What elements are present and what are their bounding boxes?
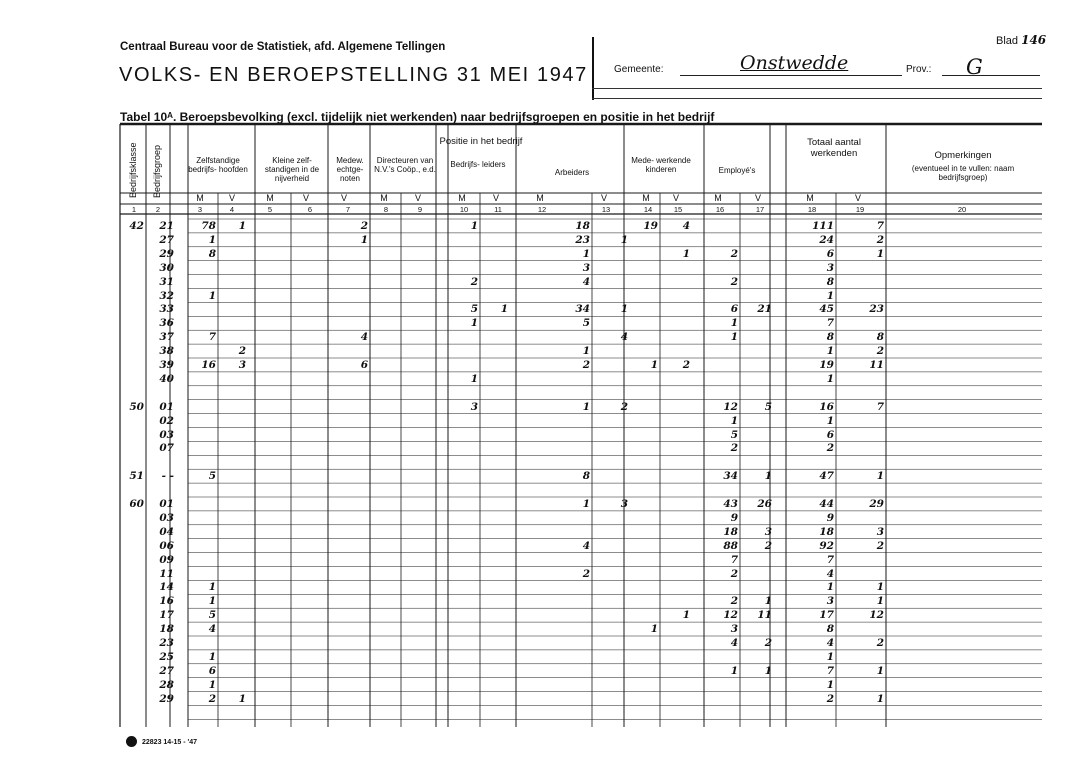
column-number: 17 (755, 205, 765, 214)
column-number: 3 (197, 205, 203, 214)
cell-value: 5 (730, 428, 738, 441)
cell-value: 1 (238, 220, 246, 232)
column-number: 7 (345, 205, 351, 214)
bedrijfsgroep-code: 30 (159, 261, 174, 274)
cell-value: 4 (730, 637, 738, 649)
cell-value: 7 (826, 664, 834, 677)
cell-value: 1 (650, 623, 658, 636)
bedrijfsgroep-code: 04 (159, 525, 174, 538)
footer-mark-icon (126, 736, 137, 747)
blad-value: 146 (1021, 33, 1047, 47)
cell-value: 18 (575, 220, 590, 232)
cell-value: 1 (682, 247, 690, 260)
cell-value: 26 (757, 498, 772, 510)
cell-value: 2 (620, 400, 628, 413)
bedrijfsgroep-code: 32 (159, 289, 174, 302)
cell-value: 18 (819, 525, 834, 538)
cell-value: 6 (730, 303, 738, 316)
cell-value: 2 (764, 637, 772, 649)
cell-value: 1 (876, 247, 884, 260)
header-v: V (492, 193, 499, 203)
header-m: M (642, 193, 650, 203)
column-number: 9 (417, 205, 423, 214)
cell-value: 7 (826, 317, 834, 330)
bedrijfsgroep-code: 03 (159, 428, 174, 441)
header-v: V (414, 193, 421, 203)
cell-value: 2 (826, 442, 834, 455)
cell-value: 1 (682, 609, 690, 622)
cell-value: 1 (208, 678, 216, 691)
header-m: M (196, 193, 204, 203)
cell-value: 7 (730, 553, 738, 566)
cell-value: 24 (819, 233, 834, 246)
header-v: V (340, 193, 347, 203)
cell-value: 1 (826, 650, 834, 663)
blad-label: Blad (996, 35, 1019, 47)
header-arbeiders: Arbeiders (554, 168, 590, 177)
cell-value: 1 (876, 581, 884, 594)
cell-value: 2 (582, 567, 590, 580)
cell-value: 5 (470, 303, 478, 316)
column-number: 1 (131, 205, 137, 214)
cell-value: 78 (201, 220, 216, 232)
cell-value: 1 (208, 595, 216, 608)
form-title: VOLKS- EN BEROEPSTELLING 31 MEI 1947 (119, 64, 588, 86)
cell-value: 21 (757, 303, 772, 316)
cell-value: 4 (208, 623, 216, 636)
bedrijfsgroep-code: 40 (159, 372, 174, 385)
bedrijfsklasse-code: 42 (129, 220, 144, 232)
bedrijfsklasse-code: 51 (129, 470, 144, 483)
cell-value: 1 (470, 317, 478, 330)
header-m: M (266, 193, 274, 203)
cell-value: 4 (582, 539, 590, 552)
cell-value: 1 (826, 372, 834, 385)
bedrijfsgroep-code: 14 (159, 581, 174, 594)
cell-value: 7 (876, 220, 884, 232)
cell-value: 2 (826, 692, 834, 705)
cell-value: 1 (470, 372, 478, 385)
cell-value: 2 (208, 692, 216, 705)
bedrijfsgroep-code: 02 (159, 414, 174, 427)
prov-value: G (966, 55, 983, 79)
cell-value: 47 (819, 470, 834, 483)
bedrijfsgroep-code: 37 (159, 331, 174, 344)
header-m: M (714, 193, 722, 203)
bedrijfsgroep-code: 25 (159, 650, 174, 663)
cell-value: 23 (869, 303, 884, 316)
cell-value: 1 (208, 650, 216, 663)
cell-value: 16 (819, 400, 834, 413)
column-number: 13 (601, 205, 611, 214)
header-m: M (536, 193, 544, 203)
bedrijfsgroep-code: 01 (159, 400, 174, 413)
cell-value: 1 (620, 233, 628, 246)
cell-value: 2 (238, 345, 246, 358)
gemeente-value: Onstwedde (740, 52, 849, 74)
cell-value: 3 (582, 261, 590, 274)
column-number: 20 (957, 205, 967, 214)
header-medewerkende: Mede- werkende kinderen (631, 156, 691, 174)
cell-value: 1 (764, 470, 772, 483)
cell-value: 1 (826, 414, 834, 427)
bedrijfsgroep-code: 27 (159, 233, 174, 246)
footer-print-code: 22823 14-15 - '47 (142, 739, 197, 746)
column-number: 19 (855, 205, 865, 214)
cell-value: 4 (360, 331, 368, 344)
bedrijfsklasse-code: 50 (129, 400, 144, 413)
bedrijfsklasse-code: 60 (129, 498, 144, 510)
cell-value: 19 (819, 359, 834, 371)
cell-value: 1 (826, 289, 834, 302)
cell-value: 2 (730, 247, 738, 260)
bureau-line: Centraal Bureau voor de Statistiek, afd. Algemene Tellingen (120, 41, 446, 53)
bedrijfsgroep-code: 06 (159, 539, 174, 552)
cell-value: 9 (826, 511, 834, 524)
cell-value: 1 (764, 664, 772, 677)
header-bedrijfsleiders: Bedrijfs- leiders (450, 160, 506, 169)
header-v: V (600, 193, 607, 203)
cell-value: 7 (826, 553, 834, 566)
cell-value: 6 (826, 247, 834, 260)
cell-value: 34 (575, 303, 590, 316)
cell-value: 1 (238, 692, 246, 705)
bedrijfsgroep-code: 23 (159, 637, 174, 649)
cell-value: 2 (682, 359, 690, 371)
cell-value: 45 (819, 303, 834, 316)
cell-value: 4 (826, 567, 834, 580)
header-positie: Positie in het bedrijf (439, 136, 523, 147)
cell-value: 1 (582, 498, 590, 510)
cell-value: 18 (723, 525, 738, 538)
header-totaal: Totaal aantal werkenden (807, 137, 861, 159)
cell-value: 4 (682, 220, 690, 232)
cell-value: 1 (208, 233, 216, 246)
cell-value: 23 (575, 233, 590, 246)
cell-value: 1 (730, 664, 738, 677)
header-v: V (672, 193, 679, 203)
header-v: V (754, 193, 761, 203)
cell-value: 1 (620, 303, 628, 316)
cell-value: 2 (876, 637, 884, 649)
bedrijfsgroep-code: 03 (159, 511, 174, 524)
cell-value: 2 (730, 442, 738, 455)
cell-value: 2 (876, 233, 884, 246)
cell-value: 2 (360, 220, 368, 232)
header-v: V (228, 193, 235, 203)
cell-value: 7 (876, 400, 884, 413)
cell-value: 8 (826, 623, 834, 636)
cell-value: 6 (360, 359, 368, 371)
cell-value: 5 (764, 400, 772, 413)
table-title: Tabel 10ᴬ. Beroepsbevolking (excl. tijdelijk niet werkenden) naar bedrijfsgroepen en positie in het bedrijf (120, 110, 715, 124)
cell-value: 2 (730, 595, 738, 608)
cell-value: 92 (819, 539, 834, 552)
cell-value: 2 (764, 539, 772, 552)
cell-value: 34 (723, 470, 738, 483)
header-directeuren: Directeuren van N.V.'s Coöp., e.d. (374, 156, 436, 174)
cell-value: 6 (826, 428, 834, 441)
bedrijfsgroep-code: - - (161, 470, 174, 483)
prov-label: Prov.: (906, 64, 932, 75)
column-number: 11 (494, 205, 502, 214)
cell-value: 43 (723, 498, 738, 510)
cell-value: 4 (582, 275, 590, 288)
column-number: 12 (537, 205, 547, 214)
header-bedrijfsklasse: Bedrijfsklasse (128, 142, 138, 198)
cell-value: 1 (730, 414, 738, 427)
cell-value: 1 (730, 317, 738, 330)
bedrijfsgroep-code: 29 (159, 692, 174, 705)
header-v: V (854, 193, 861, 203)
cell-value: 1 (876, 595, 884, 608)
cell-value: 1 (500, 303, 508, 316)
cell-value: 111 (812, 220, 834, 232)
cell-value: 12 (723, 609, 738, 622)
bedrijfsgroep-code: 11 (159, 567, 174, 580)
header-medew: Medew. echtge- noten (336, 156, 364, 183)
column-number: 2 (155, 205, 161, 214)
cell-value: 5 (208, 609, 216, 622)
header-kleine: Kleine zelf- standigen in de nijverheid (264, 156, 320, 183)
cell-value: 4 (620, 331, 628, 344)
cell-value: 2 (876, 345, 884, 358)
cell-value: 1 (582, 247, 590, 260)
cell-value: 8 (876, 331, 884, 344)
cell-value: 5 (208, 470, 216, 483)
cell-value: 2 (730, 275, 738, 288)
cell-value: 1 (360, 233, 368, 246)
cell-value: 8 (826, 275, 834, 288)
bedrijfsgroep-code: 21 (159, 220, 174, 232)
bedrijfsgroep-code: 16 (159, 595, 174, 608)
column-number: 14 (643, 205, 653, 214)
cell-value: 9 (730, 511, 738, 524)
cell-value: 1 (470, 220, 478, 232)
cell-value: 2 (876, 539, 884, 552)
cell-value: 3 (826, 261, 834, 274)
column-number: 6 (307, 205, 313, 214)
header-m: M (806, 193, 814, 203)
bedrijfsgroep-code: 39 (159, 359, 174, 371)
cell-value: 1 (730, 331, 738, 344)
header-employes: Employé's (718, 166, 756, 175)
header-v: V (302, 193, 309, 203)
cell-value: 44 (819, 498, 834, 510)
cell-value: 11 (757, 609, 772, 622)
bedrijfsgroep-code: 17 (159, 609, 174, 622)
cell-value: 2 (582, 359, 590, 371)
cell-value: 3 (620, 498, 628, 510)
cell-value: 6 (208, 664, 216, 677)
cell-value: 16 (201, 359, 216, 371)
cell-value: 1 (582, 400, 590, 413)
column-number: 18 (807, 205, 817, 214)
cell-value: 1 (764, 595, 772, 608)
cell-value: 1 (650, 359, 658, 371)
cell-value: 8 (582, 470, 590, 483)
cell-value: 1 (208, 289, 216, 302)
bedrijfsgroep-code: 18 (159, 623, 174, 636)
cell-value: 17 (819, 609, 834, 622)
cell-value: 1 (876, 692, 884, 705)
cell-value: 2 (470, 275, 478, 288)
column-number: 10 (459, 205, 469, 214)
cell-value: 3 (730, 623, 738, 636)
cell-value: 3 (764, 525, 772, 538)
cell-value: 12 (723, 400, 738, 413)
cell-value: 3 (876, 525, 884, 538)
cell-value: 1 (826, 581, 834, 594)
bedrijfsgroep-code: 29 (159, 247, 174, 260)
cell-value: 1 (208, 581, 216, 594)
cell-value: 12 (869, 609, 884, 622)
column-number: 8 (383, 205, 389, 214)
column-number: 16 (715, 205, 725, 214)
header-m: M (380, 193, 388, 203)
bedrijfsgroep-code: 09 (159, 553, 174, 566)
bedrijfsgroep-code: 36 (159, 317, 174, 330)
bedrijfsgroep-code: 33 (159, 303, 174, 316)
bedrijfsgroep-code: 31 (159, 275, 174, 288)
cell-value: 5 (582, 317, 590, 330)
cell-value: 1 (582, 345, 590, 358)
header-m: M (458, 193, 466, 203)
header-opmerkingen-sub: (eventueel in te vullen: naam bedrijfsgroep) (911, 164, 1015, 182)
cell-value: 8 (826, 331, 834, 344)
cell-value: 3 (238, 359, 246, 371)
cell-value: 29 (869, 498, 884, 510)
column-number: 5 (267, 205, 273, 214)
cell-value: 1 (826, 678, 834, 691)
header-opmerkingen: Opmerkingen (934, 150, 992, 161)
cell-value: 7 (208, 331, 216, 344)
cell-value: 19 (643, 220, 658, 232)
header-bedrijfsgroep: Bedrijfsgroep (152, 144, 162, 198)
column-number: 15 (673, 205, 683, 214)
header-zelfstandige: Zelfstandige bedrijfs- hoofden (188, 156, 248, 174)
bedrijfsgroep-code: 38 (159, 345, 174, 358)
bedrijfsgroep-code: 28 (159, 678, 174, 691)
cell-value: 4 (826, 637, 834, 649)
cell-value: 2 (730, 567, 738, 580)
cell-value: 3 (826, 595, 834, 608)
cell-value: 88 (723, 539, 738, 552)
bedrijfsgroep-code: 01 (159, 498, 174, 510)
bedrijfsgroep-code: 27 (159, 664, 174, 677)
cell-value: 1 (826, 345, 834, 358)
cell-value: 11 (869, 359, 884, 371)
cell-value: 3 (470, 400, 478, 413)
gemeente-label: Gemeente: (614, 64, 664, 75)
cell-value: 1 (876, 470, 884, 483)
bedrijfsgroep-code: 07 (159, 442, 174, 455)
column-number: 4 (229, 205, 235, 214)
cell-value: 1 (876, 664, 884, 677)
cell-value: 8 (208, 247, 216, 260)
